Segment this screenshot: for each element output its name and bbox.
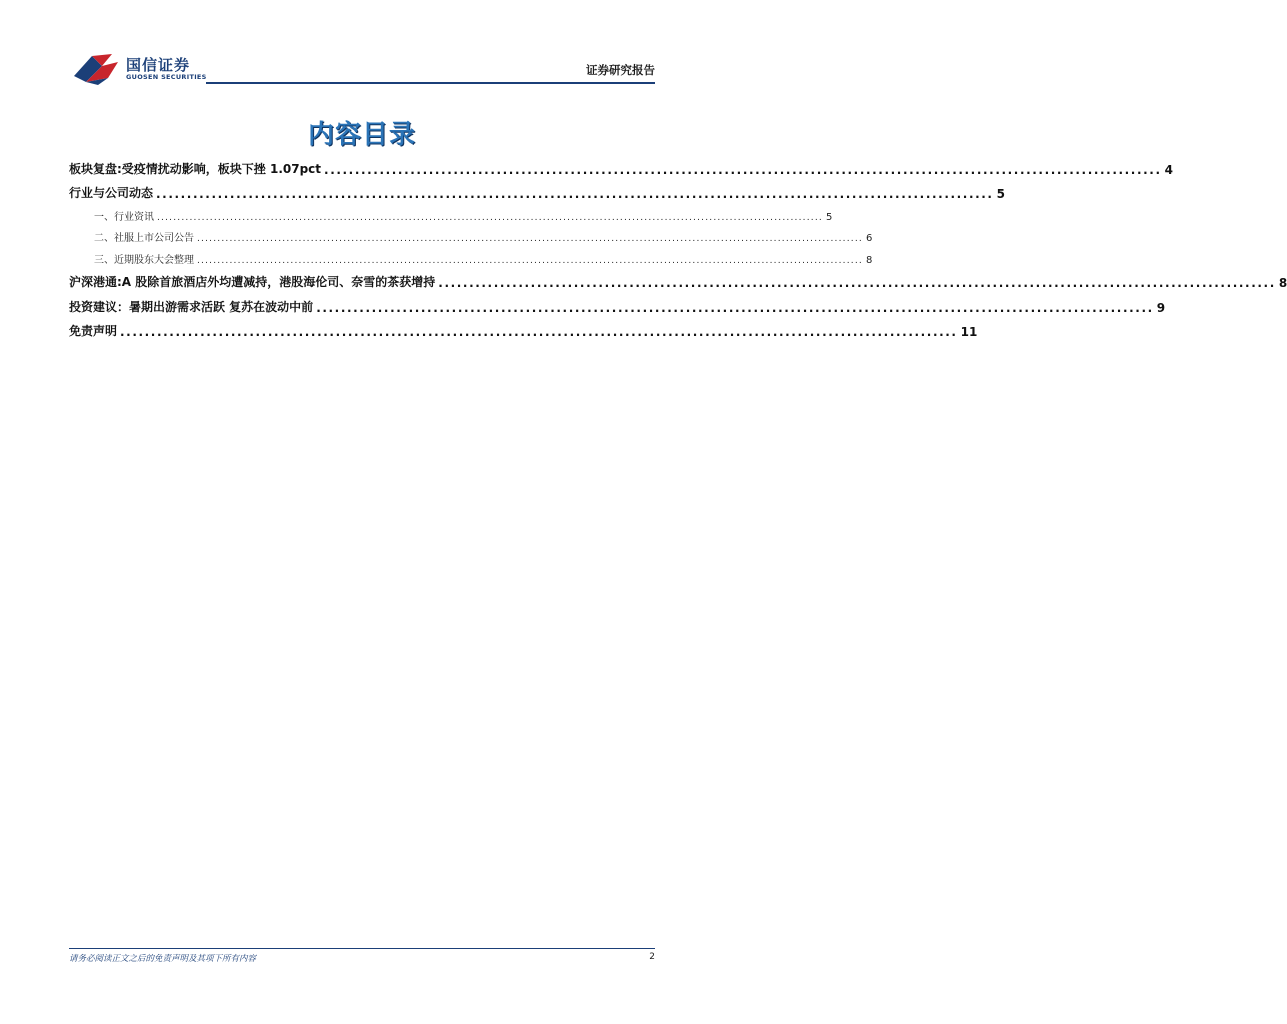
toc-leader-dots: ........................................................................................................................................ xyxy=(438,276,1276,290)
header-divider xyxy=(206,82,655,84)
toc-entry-stock-connect[interactable] xyxy=(69,266,1287,291)
toc-entry-text: 免责声明 xyxy=(69,324,118,338)
toc-entry-text: 三、近期股东大会整理 xyxy=(94,254,194,266)
toc-entry-text: 一、行业资讯 xyxy=(94,211,154,223)
toc-entry-page: 8 xyxy=(865,254,873,266)
toc-title: 内容目录 xyxy=(307,120,416,150)
toc-entry-page: 8 xyxy=(1278,276,1287,290)
toc-leader-dots: ........................................................................................................................................ xyxy=(324,162,1162,177)
toc-entry-page: 5 xyxy=(825,211,833,223)
logo-english-name: GUOSEN SECURITIES xyxy=(126,73,207,81)
page-number: 2 xyxy=(649,952,655,962)
toc-entry-text: 板块复盘:受疫情扰动影响，板块下挫 1.07pct xyxy=(69,161,322,176)
guosen-logo-icon xyxy=(72,52,122,86)
toc-leader-dots: .................................................................................................................................................................... xyxy=(197,255,863,266)
footer-disclaimer-note: 请务必阅读正文之后的免责声明及其项下所有内容 xyxy=(69,954,257,964)
toc-leader-dots: .................................................................................................................................................................... xyxy=(157,212,823,223)
toc-entry-text: 投资建议：暑期出游需求活跃 复苏在波动中前 xyxy=(69,299,314,314)
toc-entry-investment-advice[interactable] xyxy=(69,290,1166,315)
toc-leader-dots: .................................................................................................................................................................... xyxy=(197,234,863,244)
toc-entry-page: 5 xyxy=(996,187,1005,201)
toc-entry-sector-review[interactable] xyxy=(69,152,1173,177)
toc-entry-page: 4 xyxy=(1164,162,1173,177)
toc-entry-page: 11 xyxy=(960,325,978,339)
toc-entry-disclaimer[interactable] xyxy=(69,315,978,340)
footer-divider xyxy=(69,948,655,949)
toc-entry-industry-company-news[interactable] xyxy=(69,177,1005,202)
toc-entry-page: 6 xyxy=(865,233,873,244)
table-of-contents xyxy=(69,152,1287,339)
toc-entry-text: 沪深港通:A 股除首旅酒店外均遭减持，港股海伦司、奈雪的茶获增持 xyxy=(69,275,436,289)
toc-entry-company-announcements[interactable] xyxy=(69,223,873,245)
toc-leader-dots: ........................................................................................................................................ xyxy=(316,300,1154,315)
company-logo xyxy=(72,52,222,86)
toc-entry-shareholder-meetings[interactable] xyxy=(69,244,873,266)
report-type-label: 证券研究报告 xyxy=(586,63,655,77)
toc-entry-industry-info[interactable] xyxy=(69,201,833,223)
toc-entry-text: 二、社服上市公司公告 xyxy=(94,233,194,244)
toc-leader-dots: ........................................................................................................................................ xyxy=(156,187,994,201)
logo-chinese-name: 国信证券 xyxy=(126,56,191,74)
toc-entry-page: 9 xyxy=(1156,300,1166,315)
toc-entry-text: 行业与公司动态 xyxy=(69,186,154,200)
toc-leader-dots: ........................................................................................................................................ xyxy=(120,325,958,339)
